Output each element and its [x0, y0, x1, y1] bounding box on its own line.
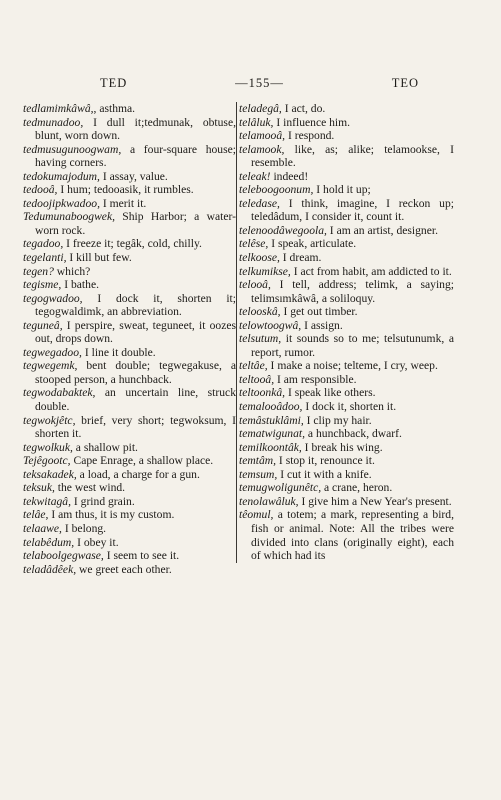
definition: I assign.: [301, 318, 343, 332]
headword: telâe,: [23, 508, 49, 522]
dictionary-entry: [239, 386, 454, 400]
dictionary-entry: [23, 549, 236, 563]
dictionary-entry: [239, 197, 454, 224]
definition: I act from habit, am addicted to it.: [290, 264, 452, 278]
page-header: [30, 76, 471, 91]
dictionary-entry: [239, 265, 454, 279]
definition: , asthma.: [93, 102, 136, 115]
definition: I influence him.: [273, 115, 351, 129]
definition: I act, do.: [281, 102, 326, 115]
headword: teladegâ,: [239, 102, 282, 115]
dictionary-entry: [23, 319, 236, 346]
headword: tedlamimkâwâ,: [23, 102, 94, 115]
definition: I cut it with a knife.: [277, 467, 372, 481]
dictionary-entry: [23, 265, 236, 279]
headword: telamooâ,: [239, 129, 286, 143]
headword: teladâdêek,: [23, 562, 77, 576]
definition: I dull it;tedmunak, obtuse, blunt, worn down.: [35, 115, 236, 143]
dictionary-entry: [239, 278, 454, 305]
dictionary-entry: [239, 495, 454, 509]
dictionary-entry: [23, 386, 236, 413]
header-right-guide-word: TEO: [391, 76, 419, 90]
definition: I hum; tedooasik, it rumbles.: [57, 183, 194, 197]
dictionary-entry: [239, 373, 454, 387]
dictionary-entry: [239, 129, 454, 143]
definition: I respond.: [285, 129, 335, 143]
dictionary-entry: [23, 522, 236, 536]
definition: I obey it.: [74, 535, 119, 549]
headword: tedoojipkwadoo,: [23, 196, 100, 210]
definition: I dock it, shorten it; tegogwaldimk, an abbreviation.: [35, 291, 236, 319]
headword: telkoose,: [239, 251, 280, 265]
dictionary-entry: [239, 305, 454, 319]
dictionary-entry: [23, 359, 236, 386]
headword: teledase,: [239, 196, 280, 210]
headword: tekwitagâ,: [23, 494, 71, 508]
headword: tegisme,: [23, 278, 62, 292]
definition: I belong.: [61, 521, 107, 535]
definition: I get out timber.: [280, 305, 358, 319]
header-left-guide-word: TED: [100, 76, 128, 90]
page-number: —155—: [235, 76, 284, 90]
definition: I speak like others.: [285, 386, 376, 400]
headword: telooâ,: [239, 278, 271, 292]
dictionary-entry: [23, 102, 236, 116]
headword: telsutum,: [239, 332, 282, 346]
headword: temilkoontâk,: [239, 440, 302, 454]
dictionary-entry: [239, 143, 454, 170]
headword: telamook,: [239, 142, 285, 156]
headword: tedmunadoo,: [23, 115, 84, 129]
headword: temâstuklâmi,: [239, 413, 304, 427]
headword: têomul,: [239, 508, 274, 522]
definition: I line it double.: [81, 345, 156, 359]
headword: tegwegemk,: [23, 359, 78, 373]
definition: Ship Harbor; a water-worn rock.: [35, 210, 236, 237]
definition: I kill but few.: [66, 251, 132, 265]
dictionary-entry: [239, 251, 454, 265]
dictionary-entry: [23, 278, 236, 292]
dictionary-entry: [23, 346, 236, 360]
dictionary-entry: [23, 197, 236, 211]
definition: I hold it up;: [313, 183, 371, 197]
headword: teksakadek,: [23, 467, 77, 481]
dictionary-entry: [239, 224, 454, 238]
definition: I am responsible.: [274, 372, 357, 386]
headword: telêse,: [239, 237, 269, 251]
dictionary-entry: [23, 251, 236, 265]
definition: indeed!: [270, 169, 309, 183]
definition: I think, imagine, I reckon up; teledâdum, I consider it, count it.: [251, 196, 454, 224]
headword: teltâe,: [239, 359, 268, 373]
headword: tegogwadoo,: [23, 291, 83, 305]
definition: a totem; a mark, representing a bird, fish or animal. Note: All the tribes were divided into clans (originally eight), each of which had its: [251, 508, 454, 563]
definition: a load, a charge for a gun.: [76, 467, 200, 481]
headword: temtâm,: [239, 454, 277, 468]
headword: telâluk,: [239, 115, 274, 129]
headword: tedooâ,: [23, 183, 58, 197]
headword: telaboolgegwase,: [23, 549, 104, 563]
definition: I freeze it; tegâk, cold, chilly.: [63, 237, 202, 251]
headword: telabêdum,: [23, 535, 75, 549]
dictionary-entry: [239, 319, 454, 333]
dictionary-entry: [239, 359, 454, 373]
headword: Tejêgootc,: [23, 454, 71, 468]
dictionary-entry: [239, 508, 454, 562]
definition: I merit it.: [99, 196, 147, 210]
left-column: [23, 102, 236, 576]
definition: I give him a New Year's present.: [298, 494, 452, 508]
headword: teltooâ,: [239, 372, 275, 386]
dictionary-entry: [239, 481, 454, 495]
definition: I dock it, shorten it.: [302, 400, 397, 414]
definition: I break his wing.: [301, 440, 383, 454]
dictionary-entry: [23, 481, 236, 495]
dictionary-entry: [23, 116, 236, 143]
dictionary-entry: [239, 441, 454, 455]
dictionary-entry: [23, 563, 236, 577]
headword: tenolawâluk,: [239, 494, 299, 508]
definition: I stop it, renounce it.: [276, 454, 375, 468]
headword: tegwegadoo,: [23, 345, 82, 359]
definition: I seem to see it.: [103, 549, 180, 563]
headword: tegwokjêtc,: [23, 413, 76, 427]
dictionary-entry: [239, 237, 454, 251]
headword: temsum,: [239, 467, 278, 481]
dictionary-entry: [23, 495, 236, 509]
headword: tedmusugunoogwam,: [23, 142, 122, 156]
definition: I tell, address; telimk, a saying; telimsımkâwâ, a soliloquy.: [251, 278, 454, 305]
dictionary-entry: [23, 468, 236, 482]
dictionary-entry: [239, 454, 454, 468]
headword: teleak!: [239, 169, 271, 183]
definition: I assay, value.: [99, 169, 168, 183]
headword: tegwolkuk,: [23, 440, 73, 454]
dictionary-entry: [239, 468, 454, 482]
headword: teleboogoonum,: [239, 183, 314, 197]
definition: I bathe.: [61, 278, 99, 292]
definition: I grind grain.: [70, 494, 135, 508]
definition: Cape Enrage, a shallow place.: [70, 454, 214, 468]
dictionary-entry: [23, 441, 236, 455]
dictionary-entry: [239, 116, 454, 130]
headword: temalooâdoo,: [239, 400, 303, 414]
headword: telooskâ,: [239, 305, 281, 319]
definition: I dream.: [279, 251, 322, 265]
dictionary-entry: [239, 170, 454, 184]
dictionary-entry: [23, 508, 236, 522]
headword: tegelanti,: [23, 251, 67, 265]
headword: teltoonkâ,: [239, 386, 286, 400]
definition: a shallow pit.: [72, 440, 138, 454]
dictionary-entry: [239, 400, 454, 414]
headword: telenoodâwegoola,: [239, 223, 327, 237]
definition: we greet each other.: [76, 562, 172, 576]
dictionary-entry: [23, 454, 236, 468]
headword: Tedumunaboogwek,: [23, 210, 115, 224]
right-column: [236, 102, 454, 563]
dictionary-entry: [23, 536, 236, 550]
dictionary-entry: [239, 183, 454, 197]
definition: which?: [53, 264, 91, 278]
dictionary-entry: [239, 332, 454, 359]
dictionary-entry: [23, 237, 236, 251]
headword: teguneâ,: [23, 318, 63, 332]
headword: tegadoo,: [23, 237, 64, 251]
definition: brief, very short; tegwoksum, I shorten it.: [35, 413, 236, 441]
definition: I perspire, sweat, teguneet, it oozes out, drops down.: [35, 318, 236, 346]
definition: like, as; alike; telamookse, I resemble.: [251, 142, 454, 170]
dictionary-entry: [23, 292, 236, 319]
headword: telaawe,: [23, 521, 62, 535]
headword: telowtoogwâ,: [239, 318, 302, 332]
dictionary-entry: [23, 143, 236, 170]
dictionary-entry: [23, 414, 236, 441]
definition: the west wind.: [54, 481, 126, 495]
headword: tegwodabaktek,: [23, 386, 96, 400]
definition: it sounds so to me; telsutunumk, a report, rumor.: [251, 332, 454, 359]
dictionary-entry: [23, 210, 236, 237]
definition: I am thus, it is my custom.: [48, 508, 175, 522]
definition: a four-square house; having corners.: [35, 142, 236, 170]
headword: teksuk,: [23, 481, 55, 495]
dictionary-entry: [23, 183, 236, 197]
dictionary-entry: [239, 102, 454, 116]
definition: I am an artist, designer.: [326, 223, 438, 237]
headword: tematwigunat,: [239, 427, 306, 441]
definition: a crane, heron.: [321, 481, 393, 495]
headword: telkumikse,: [239, 264, 291, 278]
dictionary-entry: [239, 427, 454, 441]
headword: tedokumajodum,: [23, 169, 100, 183]
definition: I clip my hair.: [303, 413, 372, 427]
definition: an uncertain line, struck double.: [35, 386, 236, 414]
definition: bent double; tegwegakuse, a stooped person, a hunchback.: [35, 359, 236, 386]
headword: temugwoligunêtc,: [239, 481, 322, 495]
definition: I make a noise; telteme, I cry, weep.: [267, 359, 438, 373]
definition: I speak, articulate.: [268, 237, 357, 251]
headword: tegen?: [23, 264, 54, 278]
definition: a hunchback, dwarf.: [305, 427, 402, 441]
dictionary-entry: [239, 414, 454, 428]
dictionary-entry: [23, 170, 236, 184]
